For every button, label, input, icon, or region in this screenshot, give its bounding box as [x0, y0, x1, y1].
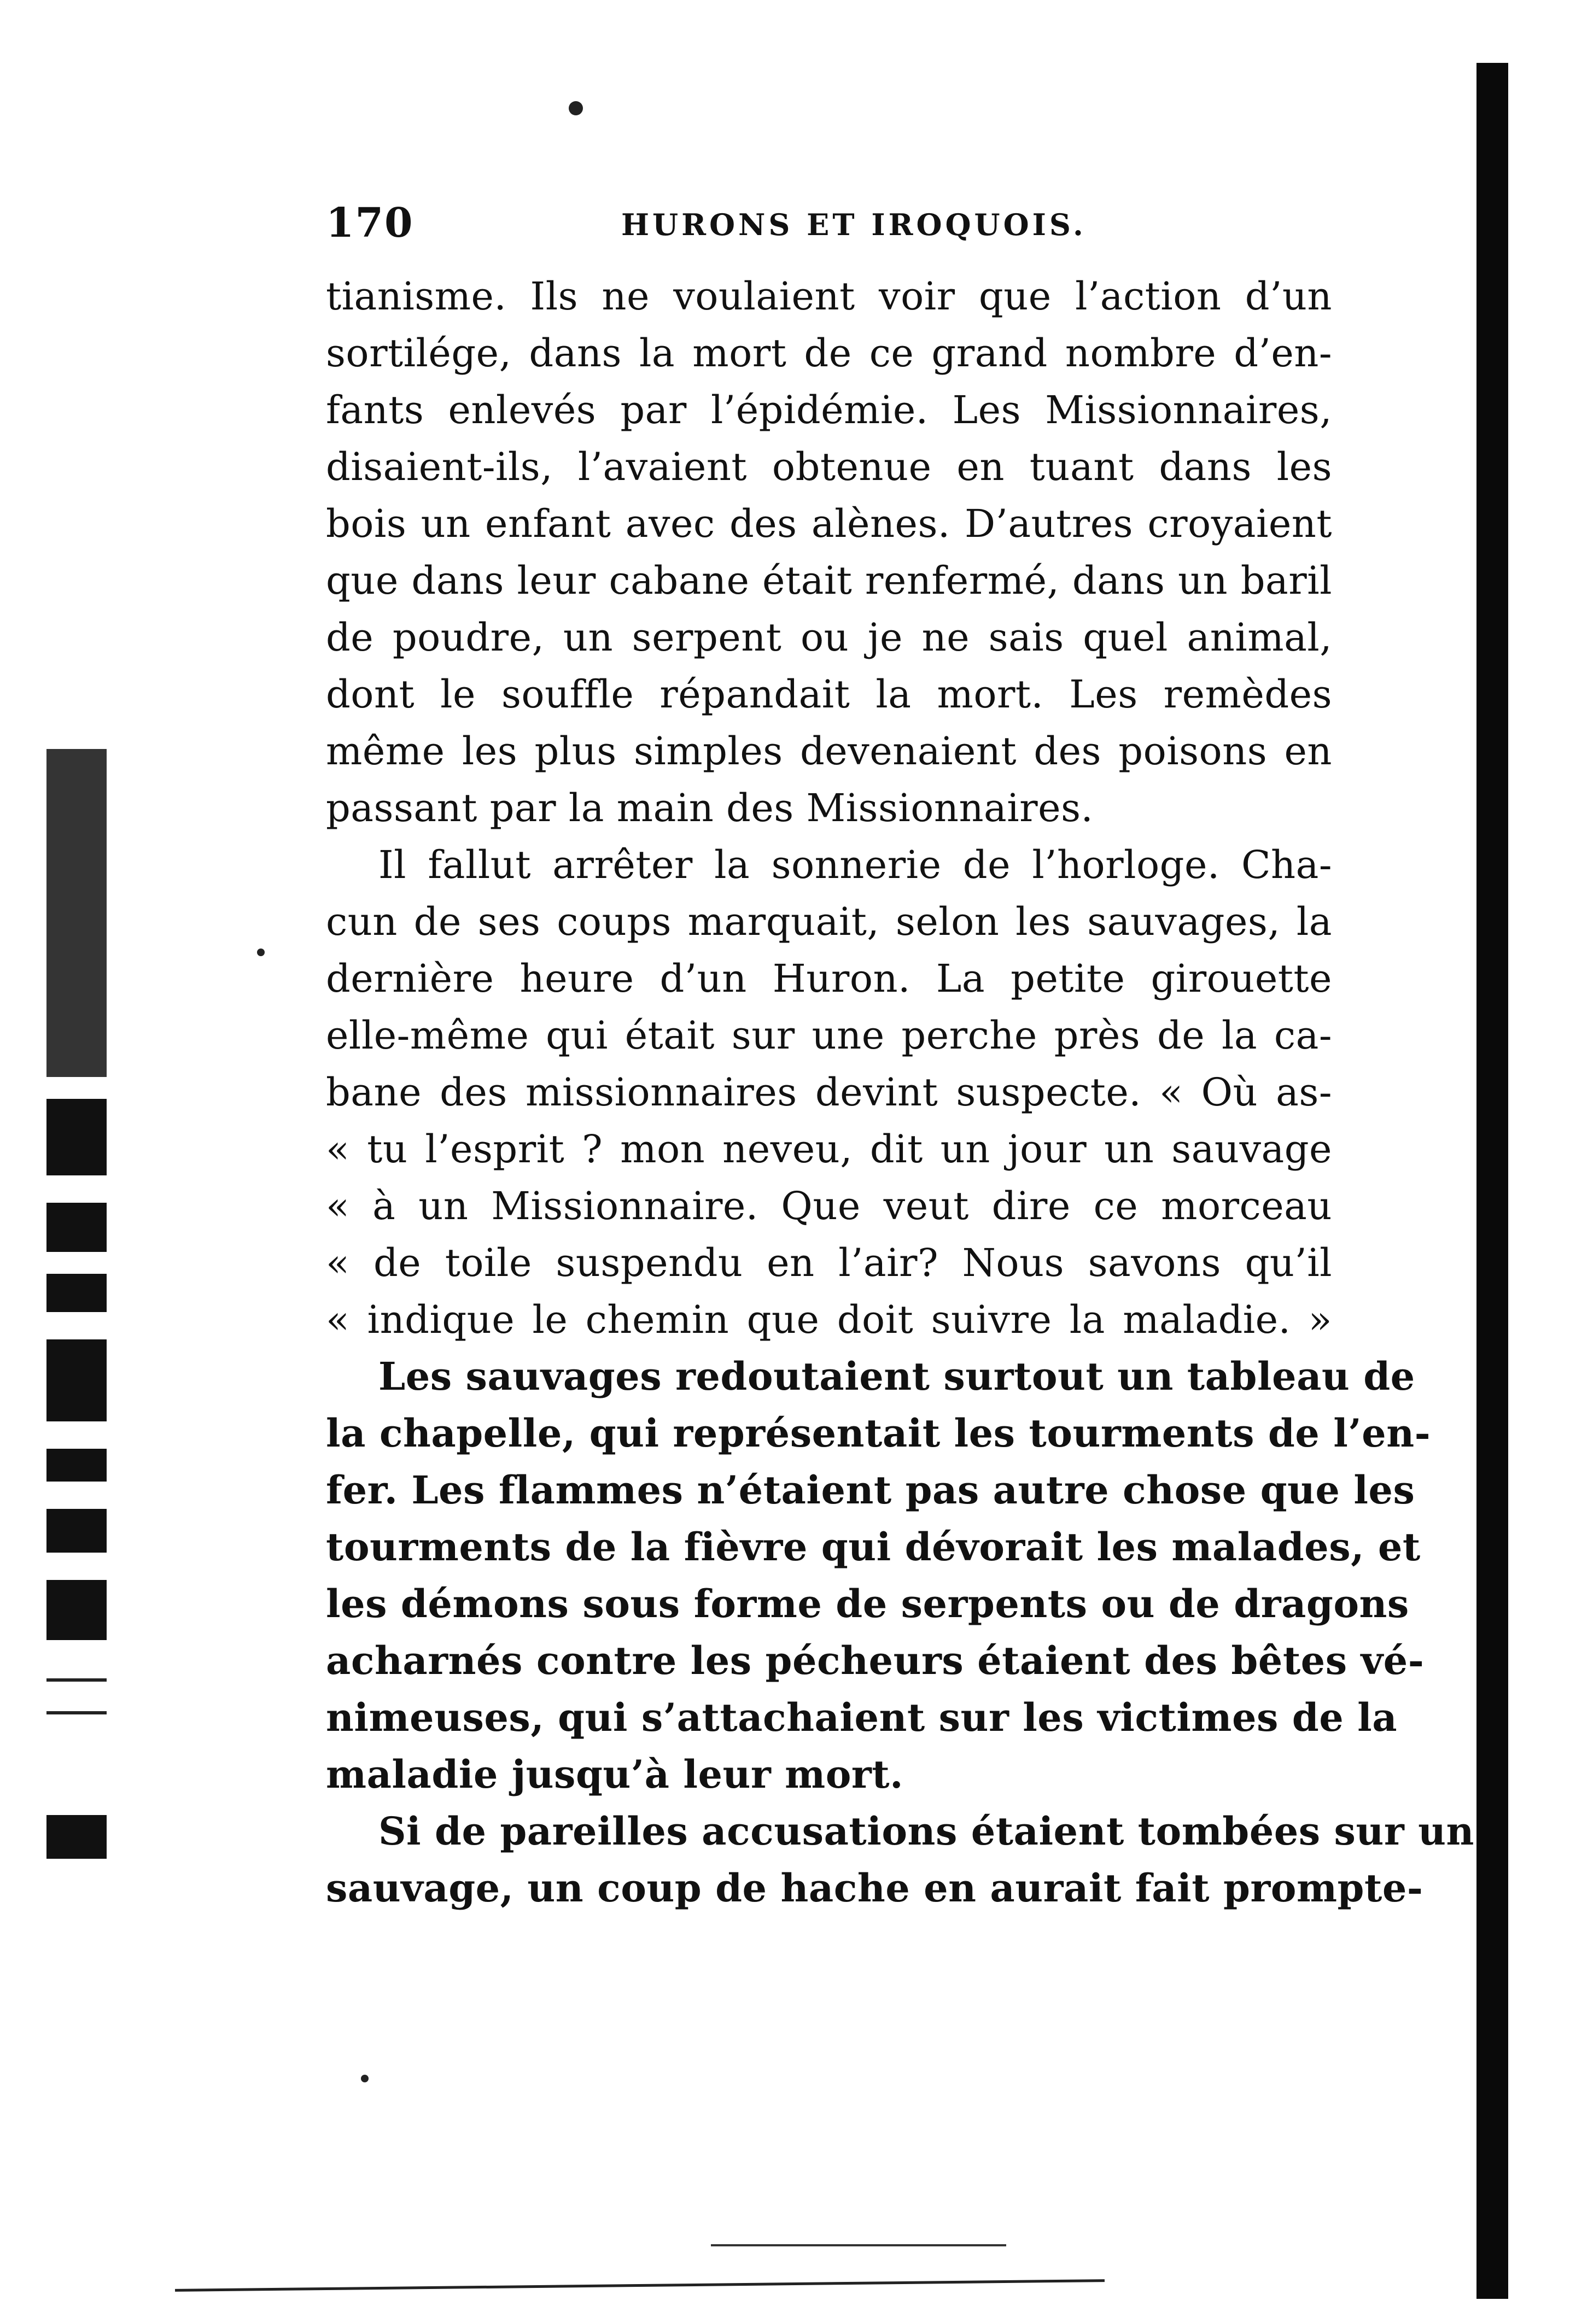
text-line: « tu l’esprit ? mon neveu, dit un jour un sauvage [326, 1127, 1332, 1172]
text-line: fants enlevés par l’épidémie. Les Missionnaires, [326, 388, 1332, 432]
text-line: sauvage, un coup de hache en aurait fait prompte- [326, 1865, 1423, 1911]
text-line: « indique le chemin que doit suivre la maladie. » [326, 1297, 1332, 1342]
text-line: nimeuses, qui s’attachaient sur les victimes de la [326, 1695, 1398, 1740]
text-line: Les sauvages redoutaient surtout un tableau de [378, 1354, 1415, 1399]
text-line: maladie jusqu’à leur mort. [326, 1752, 903, 1797]
scan-speck [569, 101, 583, 115]
page-number: 170 [326, 200, 414, 247]
running-head-title: HURONS ET IROQUOIS. [621, 207, 1087, 242]
text-line: tourments de la fièvre qui dévorait les malades, et [326, 1524, 1421, 1570]
running-head [326, 200, 1349, 260]
text-line: de poudre, un serpent ou je ne sais quel animal, [326, 615, 1332, 660]
scan-speck [361, 2075, 369, 2082]
scan-edge-strip-left [46, 749, 107, 1870]
text-line: passant par la main des Missionnaires. [326, 786, 1094, 830]
text-line: fer. Les flammes n’étaient pas autre chose que les [326, 1467, 1415, 1513]
text-line: même les plus simples devenaient des poisons en [326, 729, 1332, 774]
scan-edge-bar-right [1476, 63, 1508, 2299]
text-line: les démons sous forme de serpents ou de dragons [326, 1581, 1409, 1626]
body-text [326, 268, 1474, 1917]
text-line: dernière heure d’un Huron. La petite girouette [326, 956, 1332, 1001]
text-line: que dans leur cabane était renfermé, dans un baril [326, 558, 1332, 603]
text-line: la chapelle, qui représentait les tourments de l’en- [326, 1410, 1431, 1456]
text-line: bois un enfant avec des alènes. D’autres croyaient [326, 501, 1332, 546]
text-line: Si de pareilles accusations étaient tombées sur un [378, 1808, 1474, 1854]
text-line: disaient-ils, l’avaient obtenue en tuant dans les [326, 444, 1332, 489]
text-line: « de toile suspendu en l’air? Nous savons qu’il [326, 1240, 1332, 1285]
text-line: elle-même qui était sur une perche près de la ca- [326, 1013, 1332, 1058]
scan-speck [257, 949, 265, 956]
text-line: bane des missionnaires devint suspecte. « Où as- [326, 1070, 1332, 1115]
scan-bottom-rule [175, 2279, 1105, 2292]
text-line: cun de ses coups marquait, selon les sauvages, la [326, 899, 1332, 944]
text-line: Il fallut arrêter la sonnerie de l’horloge. Cha- [378, 842, 1332, 887]
text-line: acharnés contre les pécheurs étaient des bêtes vé- [326, 1638, 1425, 1683]
scan-bottom-rule-short [711, 2244, 1006, 2246]
text-line: dont le souffle répandait la mort. Les remèdes [326, 672, 1332, 717]
text-line: tianisme. Ils ne voulaient voir que l’action d’un [326, 274, 1332, 319]
text-line: sortilége, dans la mort de ce grand nombre d’en- [326, 331, 1332, 376]
text-line: « à un Missionnaire. Que veut dire ce morceau [326, 1184, 1332, 1228]
